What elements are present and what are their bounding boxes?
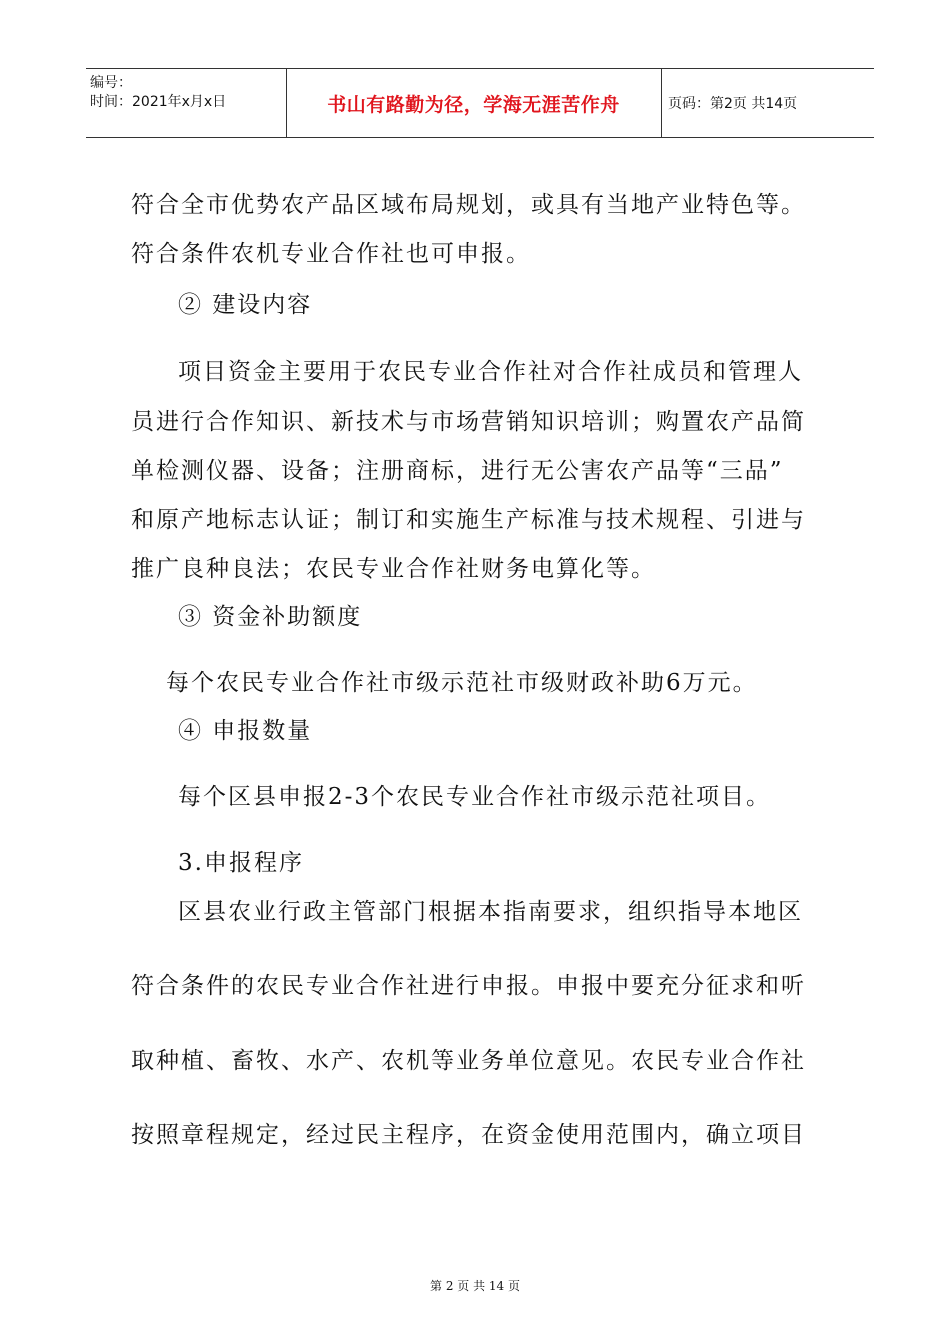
section-heading-procedure: 3.申报程序 bbox=[178, 850, 304, 876]
body-line-12: 每个区县申报2-3个农民专业合作社市级示范社项目。 bbox=[178, 784, 772, 810]
body-line-2: 符合条件农机专业合作社也可申报。 bbox=[131, 241, 531, 267]
body-line-4: 项目资金主要用于农民专业合作社对合作社成员和管理人 bbox=[178, 359, 803, 385]
body-line-6: 单检测仪器、设备；注册商标，进行无公害农产品等“三品” bbox=[131, 458, 784, 484]
section-heading-quantity: ④ 申报数量 bbox=[178, 718, 313, 744]
body-line-17: 按照章程规定，经过民主程序，在资金使用范围内，确立项目 bbox=[131, 1122, 806, 1148]
section-heading-construction: ② 建设内容 bbox=[178, 292, 313, 318]
document-number-label: 编号： bbox=[90, 75, 132, 91]
header-page-cell bbox=[662, 69, 874, 137]
document-time-label: 时间：2021年x月x日 bbox=[90, 94, 227, 110]
header-motto-cell bbox=[286, 69, 662, 137]
body-line-16: 取种植、畜牧、水产、农机等业务单位意见。农民专业合作社 bbox=[131, 1048, 806, 1074]
header-page-info: 页码：第2页 共14页 bbox=[668, 96, 798, 112]
section-heading-subsidy: ③ 资金补助额度 bbox=[178, 604, 363, 630]
body-line-15: 符合条件的农民专业合作社进行申报。申报中要充分征求和听 bbox=[131, 973, 806, 999]
header-motto: 书山有路勤为径，学海无涯苦作舟 bbox=[327, 93, 620, 116]
body-line-8: 推广良种良法；农民专业合作社财务电算化等。 bbox=[131, 556, 656, 582]
header-meta bbox=[86, 69, 287, 137]
body-line-1: 符合全市优势农产品区域布局规划，或具有当地产业特色等。 bbox=[131, 192, 806, 218]
page-header bbox=[86, 68, 874, 138]
body-line-5: 员进行合作知识、新技术与市场营销知识培训；购置农产品简 bbox=[131, 409, 806, 435]
body-line-7: 和原产地标志认证；制订和实施生产标准与技术规程、引进与 bbox=[131, 507, 806, 533]
body-line-10: 每个农民专业合作社市级示范社市级财政补助6万元。 bbox=[166, 670, 758, 696]
body-line-14: 区县农业行政主管部门根据本指南要求，组织指导本地区 bbox=[178, 899, 803, 925]
page-footer: 第 2 页 共 14 页 bbox=[430, 1279, 520, 1293]
